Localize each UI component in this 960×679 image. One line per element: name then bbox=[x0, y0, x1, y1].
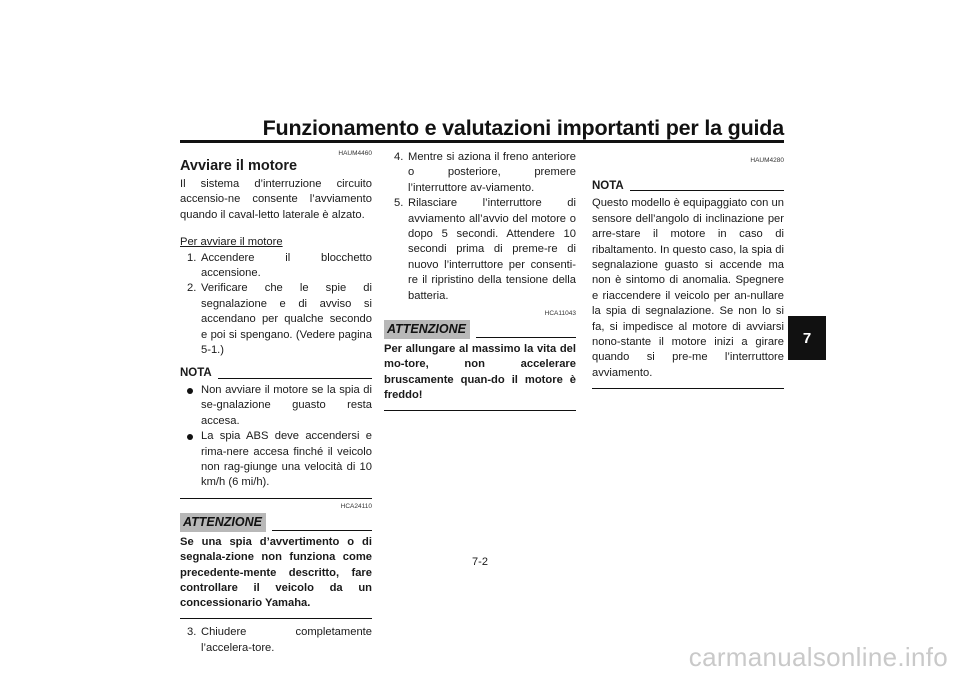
bullet-text: Non avviare il motore se la spia di se-gnalazione guasto resta accesa. bbox=[201, 383, 372, 427]
sub-heading: Per avviare il motore bbox=[180, 236, 283, 249]
nota-rule bbox=[630, 190, 784, 191]
nota-rule bbox=[218, 378, 372, 379]
section-code: HAUM4460 bbox=[338, 150, 372, 157]
step-text: Verificare che le spie di segnalazione e di avviso si accendano per qualche secondo e poi si spengano. (Vedere pagina 5-1.) bbox=[201, 282, 372, 357]
warning-rule bbox=[272, 530, 372, 531]
step-item bbox=[180, 251, 372, 282]
steps-list-continued bbox=[180, 625, 372, 656]
header-rule bbox=[180, 140, 784, 143]
warning-text: Per allungare al massimo la vita del mo-tore, non accelerare bruscamente quan-do il motore è freddo! bbox=[384, 343, 576, 402]
step-number: 4. bbox=[394, 151, 404, 163]
nota-end-rule bbox=[180, 498, 372, 499]
page-number: 7-2 bbox=[472, 556, 488, 568]
section-code: HAUM4280 bbox=[750, 157, 784, 164]
warning-code: HCA24110 bbox=[340, 502, 372, 510]
warning-heading bbox=[384, 320, 576, 339]
warning-rule bbox=[476, 337, 576, 338]
nota-bullet bbox=[180, 429, 372, 491]
step-number: 3. bbox=[187, 626, 197, 639]
steps-list bbox=[180, 251, 372, 359]
nota-bullet bbox=[180, 383, 372, 429]
page-header-title: Funzionamento e valutazioni importanti per la guida bbox=[262, 116, 784, 140]
column-middle bbox=[384, 150, 576, 417]
step-text: Mentre si aziona il freno anteriore o posteriore, premere l’interruttore av-viamento. bbox=[408, 151, 576, 194]
bullet-dot-icon bbox=[187, 388, 193, 394]
step-number: 2. bbox=[187, 282, 197, 295]
nota-text: Questo modello è equipaggiato con un sensore dell’angolo di inclinazione per arre-stare il motore in caso di ribaltamento. In questo caso, la spia di segnalazione guasto si accende ma non è sintomo di anomalia. Spegnere e riaccendere il veicolo per an-nullare la spia di segnalazione. Se non lo si fa, si impedisce al motore di avviarsi nono-stante il motore inizi a girare quando si pre-me l’interruttore avviamento. bbox=[592, 197, 784, 379]
warning-end-rule bbox=[180, 618, 372, 620]
step-item bbox=[180, 281, 372, 358]
step-text: Accendere il blocchetto accensione. bbox=[201, 251, 372, 280]
nota-end-rule bbox=[592, 388, 784, 389]
chapter-tab: 7 bbox=[788, 316, 826, 360]
step-text: Rilasciare l’interruttore di avviamento all’avvio del motore o dopo 5 secondi. Attendere 10 secondi prima di preme-re di nuovo l’interruttore per consenti-re il ripristino della tensione della batteria. bbox=[408, 197, 576, 302]
column-right bbox=[592, 150, 784, 393]
nota-heading bbox=[180, 366, 372, 381]
step-item bbox=[384, 150, 576, 196]
steps-list bbox=[384, 150, 576, 304]
warning-label: ATTENZIONE bbox=[180, 513, 266, 532]
column-left bbox=[180, 150, 372, 656]
warning-code: HCA11043 bbox=[544, 310, 576, 318]
nota-heading bbox=[592, 179, 784, 194]
warning-label: ATTENZIONE bbox=[384, 320, 470, 339]
warning-heading bbox=[180, 513, 372, 532]
watermark: carmanualsonline.info bbox=[688, 642, 948, 672]
step-item bbox=[384, 196, 576, 304]
step-number: 1. bbox=[187, 251, 197, 264]
nota-bullets bbox=[180, 383, 372, 491]
section-title: Avviare il motore bbox=[180, 158, 298, 174]
warning-text: Se una spia d’avvertimento o di segnala-zione non funziona come precedente-mente descritto, fare controllare il veicolo da un concessionario Yamaha. bbox=[180, 535, 372, 610]
nota-label: NOTA bbox=[180, 367, 212, 380]
step-item bbox=[180, 625, 372, 656]
step-number: 5. bbox=[394, 197, 404, 210]
step-text: Chiudere completamente l’accelera-tore. bbox=[201, 626, 372, 654]
bullet-dot-icon bbox=[187, 434, 193, 440]
nota-label: NOTA bbox=[592, 180, 624, 192]
intro-paragraph: Il sistema d’interruzione circuito accensio-ne consente l’avviamento quando il caval-letto laterale è alzato. bbox=[180, 178, 372, 221]
bullet-text: La spia ABS deve accendersi e rima-nere accesa finché il veicolo non rag-giunge una velocità di 10 km/h (6 mi/h). bbox=[201, 430, 372, 489]
warning-end-rule bbox=[384, 410, 576, 412]
